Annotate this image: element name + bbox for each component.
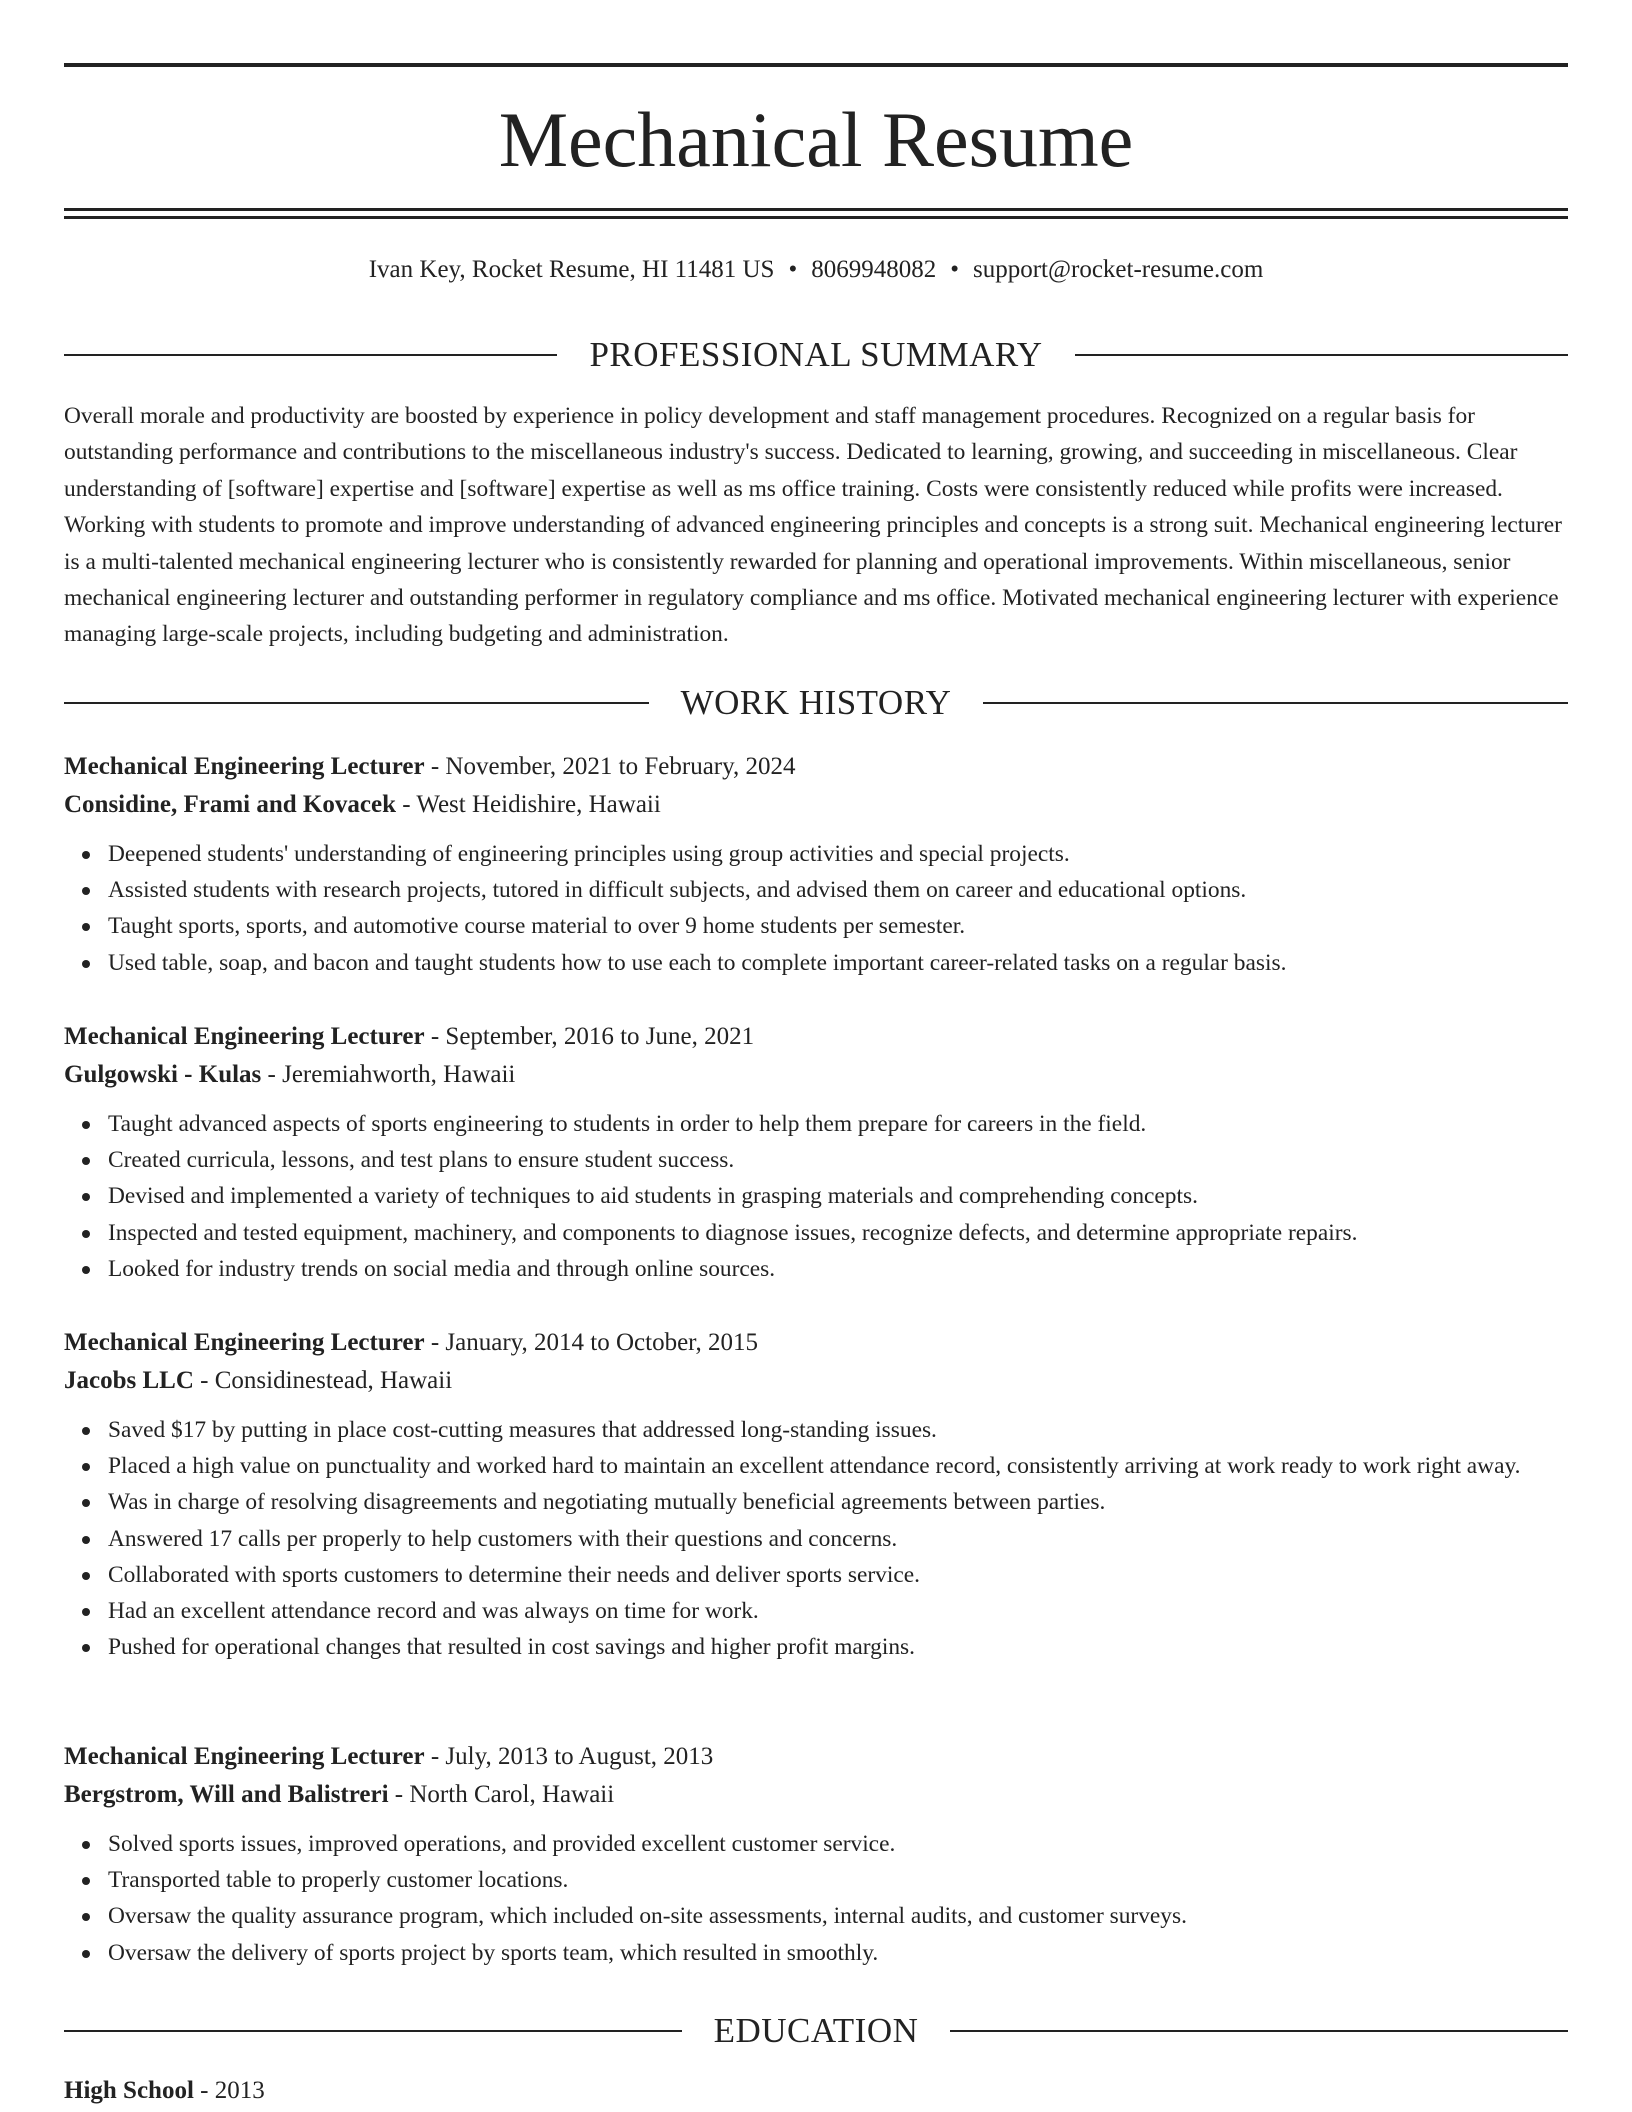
contact-separator: • — [950, 256, 959, 283]
job-bullet: Pushed for operational changes that resulted in cost savings and higher profit margins. — [108, 1629, 1568, 1665]
job-location: - North Carol, Hawaii — [388, 1781, 615, 1808]
section-header-education — [64, 2008, 1568, 2054]
contact-separator: • — [788, 256, 798, 283]
title-rule-lower — [64, 216, 1568, 219]
job-location: - Jeremiahworth, Hawaii — [261, 1061, 516, 1088]
job-company: Considine, Frami and Kovacek — [64, 791, 396, 818]
job-bullet: Oversaw the delivery of sports project by sports team, which resulted in smoothly. — [108, 1935, 1568, 1971]
job-title-line — [64, 748, 1568, 786]
job-entry — [64, 1018, 1568, 1287]
resume-title: Mechanical Resume — [498, 96, 1134, 183]
summary-paragraph: Overall morale and productivity are boosted by experience in policy development and staff management procedures. Recognized on a regular basis for outstanding performance and contributions to the miscellaneous industry's success. Dedicated to learning, growing, and succeeding in miscellaneous. Clear understanding of [software] expertise and [software] expertise as well as ms office training. Costs were consistently reduced while profits were increased. Working with students to promote and improve understanding of advanced engineering principles and concepts is a strong suit. Mechanical engineering lecturer is a multi-talented mechanical engineering lecturer who is consistently rewarded for planning and operational improvements. Within miscellaneous, senior mechanical engineering lecturer and outstanding performer in regulatory compliance and ms office. Motivated mechanical engineering lecturer with experience managing large-scale projects, including budgeting and administration. — [64, 403, 1562, 648]
job-bullet: Deepened students' understanding of engineering principles using group activities and special projects. — [108, 836, 1568, 872]
job-company-line — [64, 786, 1568, 824]
education-entry — [64, 2072, 265, 2110]
job-bullets — [64, 836, 1568, 981]
job-title: Mechanical Engineering Lecturer — [64, 1023, 425, 1050]
job-bullet: Created curricula, lessons, and test plans to ensure student success. — [108, 1142, 1568, 1178]
job-location: - Considinestead, Hawaii — [193, 1367, 453, 1394]
section-title-summary: PROFESSIONAL SUMMARY — [589, 335, 1043, 374]
job-entry — [64, 1738, 1568, 1971]
contact-phone: 8069948082 — [811, 256, 937, 283]
job-company: Jacobs LLC — [64, 1367, 194, 1394]
section-rule — [983, 702, 1568, 704]
top-rule — [64, 63, 1568, 67]
job-title: Mechanical Engineering Lecturer — [64, 1329, 425, 1356]
job-bullets — [64, 1412, 1568, 1665]
job-location: - West Heidishire, Hawaii — [395, 791, 661, 818]
job-bullet: Assisted students with research projects, tutored in difficult subjects, and advised them on career and educational options. — [108, 872, 1568, 908]
job-bullet: Collaborated with sports customers to determine their needs and deliver sports service. — [108, 1557, 1568, 1593]
contact-email: support@rocket-resume.com — [972, 256, 1264, 283]
job-dates: - January, 2014 to October, 2015 — [424, 1329, 759, 1356]
job-bullet: Transported table to properly customer locations. — [108, 1862, 1568, 1898]
job-bullet: Solved sports issues, improved operations, and provided excellent customer service. — [108, 1826, 1568, 1862]
education-year: - 2013 — [193, 2077, 265, 2104]
job-bullet: Looked for industry trends on social media and through online sources. — [108, 1251, 1568, 1287]
education-degree: High School — [64, 2077, 194, 2104]
job-bullet: Saved $17 by putting in place cost-cutting measures that addressed long-standing issues. — [108, 1412, 1568, 1448]
job-bullet: Taught advanced aspects of sports engineering to students in order to help them prepare for careers in the field. — [108, 1106, 1568, 1142]
job-company: Bergstrom, Will and Balistreri — [64, 1781, 389, 1808]
job-bullet: Placed a high value on punctuality and worked hard to maintain an excellent attendance record, consistently arriving at work ready to work right away. — [108, 1448, 1568, 1484]
job-entry — [64, 1324, 1568, 1665]
section-header-summary — [64, 332, 1568, 378]
section-rule — [1075, 354, 1568, 356]
job-title: Mechanical Engineering Lecturer — [64, 1743, 425, 1770]
job-bullet: Inspected and tested equipment, machinery, and components to diagnose issues, recognize defects, and determine appropriate repairs. — [108, 1215, 1568, 1251]
job-bullet: Was in charge of resolving disagreements and negotiating mutually beneficial agreements between parties. — [108, 1484, 1568, 1520]
section-title-work: WORK HISTORY — [680, 683, 952, 722]
section-header-work — [64, 680, 1568, 726]
job-company-line — [64, 1362, 1568, 1400]
title-rule-upper — [64, 208, 1568, 211]
section-rule — [64, 354, 557, 356]
job-company-line — [64, 1056, 1568, 1094]
contact-address: Ivan Key, Rocket Resume, HI 11481 US — [368, 256, 775, 283]
contact-line — [64, 252, 1568, 288]
job-bullet: Had an excellent attendance record and was always on time for work. — [108, 1593, 1568, 1629]
section-rule — [64, 702, 649, 704]
section-title-education: EDUCATION — [713, 2011, 919, 2050]
job-bullet: Answered 17 calls per properly to help customers with their questions and concerns. — [108, 1521, 1568, 1557]
job-company: Gulgowski - Kulas — [64, 1061, 262, 1088]
section-rule — [64, 2030, 682, 2032]
job-bullets — [64, 1106, 1568, 1287]
job-dates: - September, 2016 to June, 2021 — [424, 1023, 755, 1050]
job-bullet: Used table, soap, and bacon and taught students how to use each to complete important career-related tasks on a regular basis. — [108, 945, 1568, 981]
job-bullet: Oversaw the quality assurance program, which included on-site assessments, internal audits, and customer surveys. — [108, 1898, 1568, 1934]
job-bullet: Devised and implemented a variety of techniques to aid students in grasping materials and comprehending concepts. — [108, 1178, 1568, 1214]
job-title: Mechanical Engineering Lecturer — [64, 753, 425, 780]
section-rule — [950, 2030, 1568, 2032]
job-bullet: Taught sports, sports, and automotive course material to over 9 home students per semester. — [108, 908, 1568, 944]
job-company-line — [64, 1776, 1568, 1814]
job-bullets — [64, 1826, 1568, 1971]
job-dates: - November, 2021 to February, 2024 — [424, 753, 796, 780]
job-entry — [64, 748, 1568, 981]
job-dates: - July, 2013 to August, 2013 — [424, 1743, 714, 1770]
job-title-line — [64, 1324, 1568, 1362]
job-title-line — [64, 1018, 1568, 1056]
job-title-line — [64, 1738, 1568, 1776]
